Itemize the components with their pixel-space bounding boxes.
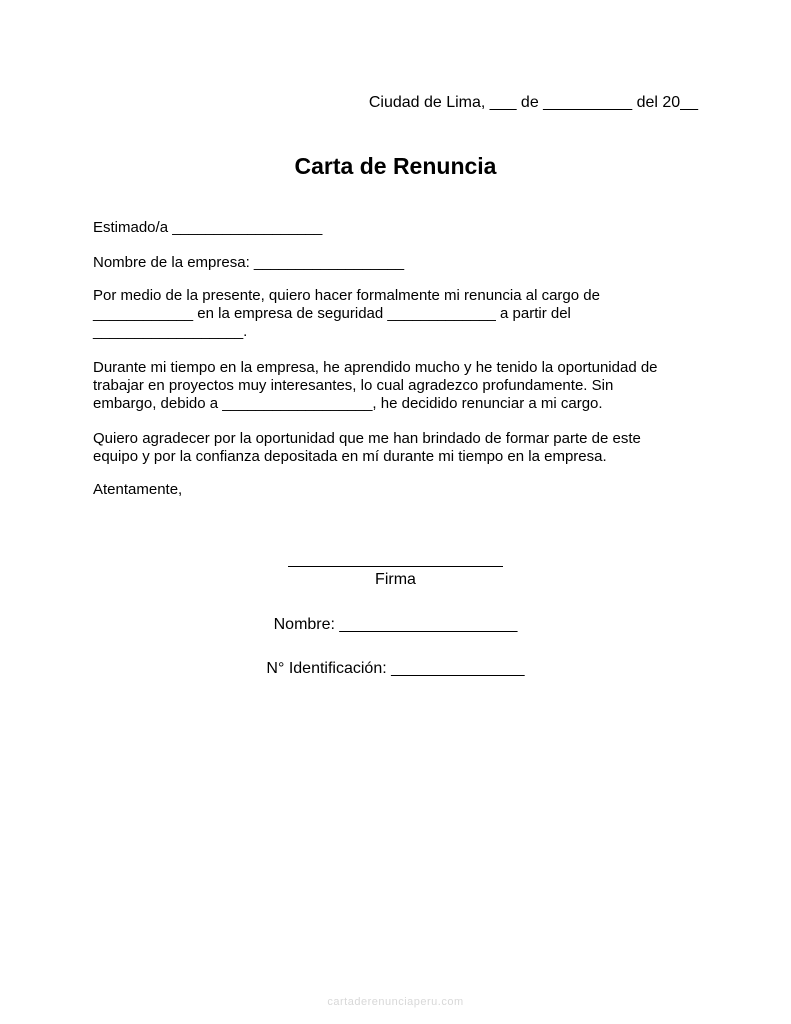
name-field-line: Nombre: ____________________ [273,616,518,633]
signature-label: Firma [375,571,416,588]
closing-block [93,481,703,499]
identification-field-line: N° Identificación: _______________ [266,660,525,677]
paragraph-reason [93,359,703,413]
company-name-line: Nombre de la empresa: __________________ [93,254,405,271]
paragraph-resignation [93,287,703,341]
watermark: cartaderenunciaperu.com [327,996,464,1008]
company-block [93,254,703,272]
greeting-block [93,219,703,237]
greeting-text: Estimado/a __________________ [93,219,323,236]
document-title: Carta de Renuncia [294,153,497,179]
closing-text: Atentamente, [93,481,183,498]
paragraph-1-text: Por medio de la presente, quiero hacer formalmente mi renuncia al cargo de ____________ en la empresa de seguridad _____________ a partir del __________________. [93,287,600,340]
paragraph-thanks [93,430,703,466]
date-line: Ciudad de Lima, ___ de __________ del 20__ [368,94,698,111]
paragraph-3-text: Quiero agradecer por la oportunidad que me han brindado de formar parte de este equipo y por la confianza depositada en mí durante mi tiempo en la empresa. [93,430,641,465]
paragraph-2-text: Durante mi tiempo en la empresa, he aprendido mucho y he tenido la oportunidad de trabajar en proyectos muy interesantes, lo cual agradezco profundamente. Sin embargo, debido a __________________, he decidido renunciar a mi cargo. [93,359,658,412]
signature-line [288,566,503,567]
